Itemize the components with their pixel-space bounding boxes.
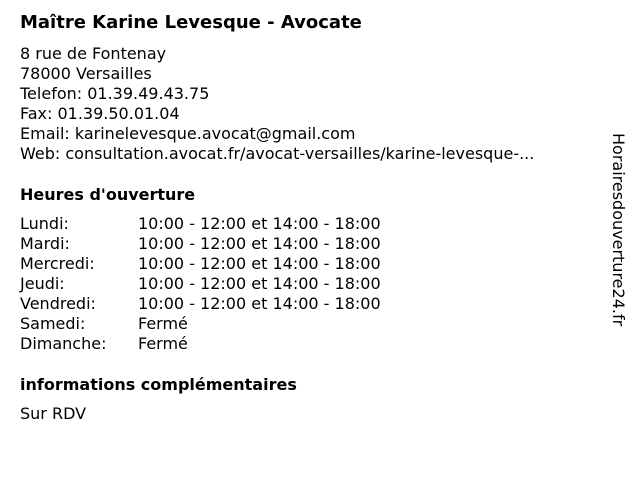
hours-day: Samedi:: [20, 314, 86, 333]
hours-value: 10:00 - 12:00 et 14:00 - 18:00: [138, 294, 381, 313]
page-title: Maître Karine Levesque - Avocate: [20, 12, 362, 33]
info-heading: informations complémentaires: [20, 375, 297, 394]
content: [20, 10, 610, 424]
hours-row-sunday: [20, 334, 610, 354]
hours-row-friday: [20, 294, 610, 314]
hours-value: Fermé: [138, 314, 188, 333]
info-text: Sur RDV: [20, 404, 87, 423]
hours-value: 10:00 - 12:00 et 14:00 - 18:00: [138, 274, 381, 293]
hours-day: Lundi:: [20, 214, 69, 233]
hours-table: [20, 214, 610, 354]
phone-line: Telefon: 01.39.49.43.75: [20, 84, 210, 103]
hours-row-saturday: [20, 314, 610, 334]
hours-day: Mardi:: [20, 234, 70, 253]
hours-value: 10:00 - 12:00 et 14:00 - 18:00: [138, 254, 381, 273]
hours-day: Dimanche:: [20, 334, 107, 353]
hours-value: 10:00 - 12:00 et 14:00 - 18:00: [138, 234, 381, 253]
hours-row-wednesday: [20, 254, 610, 274]
hours-row-tuesday: [20, 234, 610, 254]
hours-value: 10:00 - 12:00 et 14:00 - 18:00: [138, 214, 381, 233]
fax-line: Fax: 01.39.50.01.04: [20, 104, 180, 123]
contact-block: [20, 44, 610, 164]
hours-heading: Heures d'ouverture: [20, 185, 196, 204]
side-brand: Horairesdouverture24.fr: [609, 133, 628, 327]
hours-value: Fermé: [138, 334, 188, 353]
hours-row-monday: [20, 214, 610, 234]
hours-day: Mercredi:: [20, 254, 95, 273]
hours-row-thursday: [20, 274, 610, 294]
hours-day: Jeudi:: [20, 274, 65, 293]
address-city: 78000 Versailles: [20, 64, 152, 83]
address-street: 8 rue de Fontenay: [20, 44, 167, 63]
web-line: Web: consultation.avocat.fr/avocat-versailles/karine-levesque-...: [20, 144, 535, 163]
email-line: Email: karinelevesque.avocat@gmail.com: [20, 124, 356, 143]
hours-day: Vendredi:: [20, 294, 96, 313]
